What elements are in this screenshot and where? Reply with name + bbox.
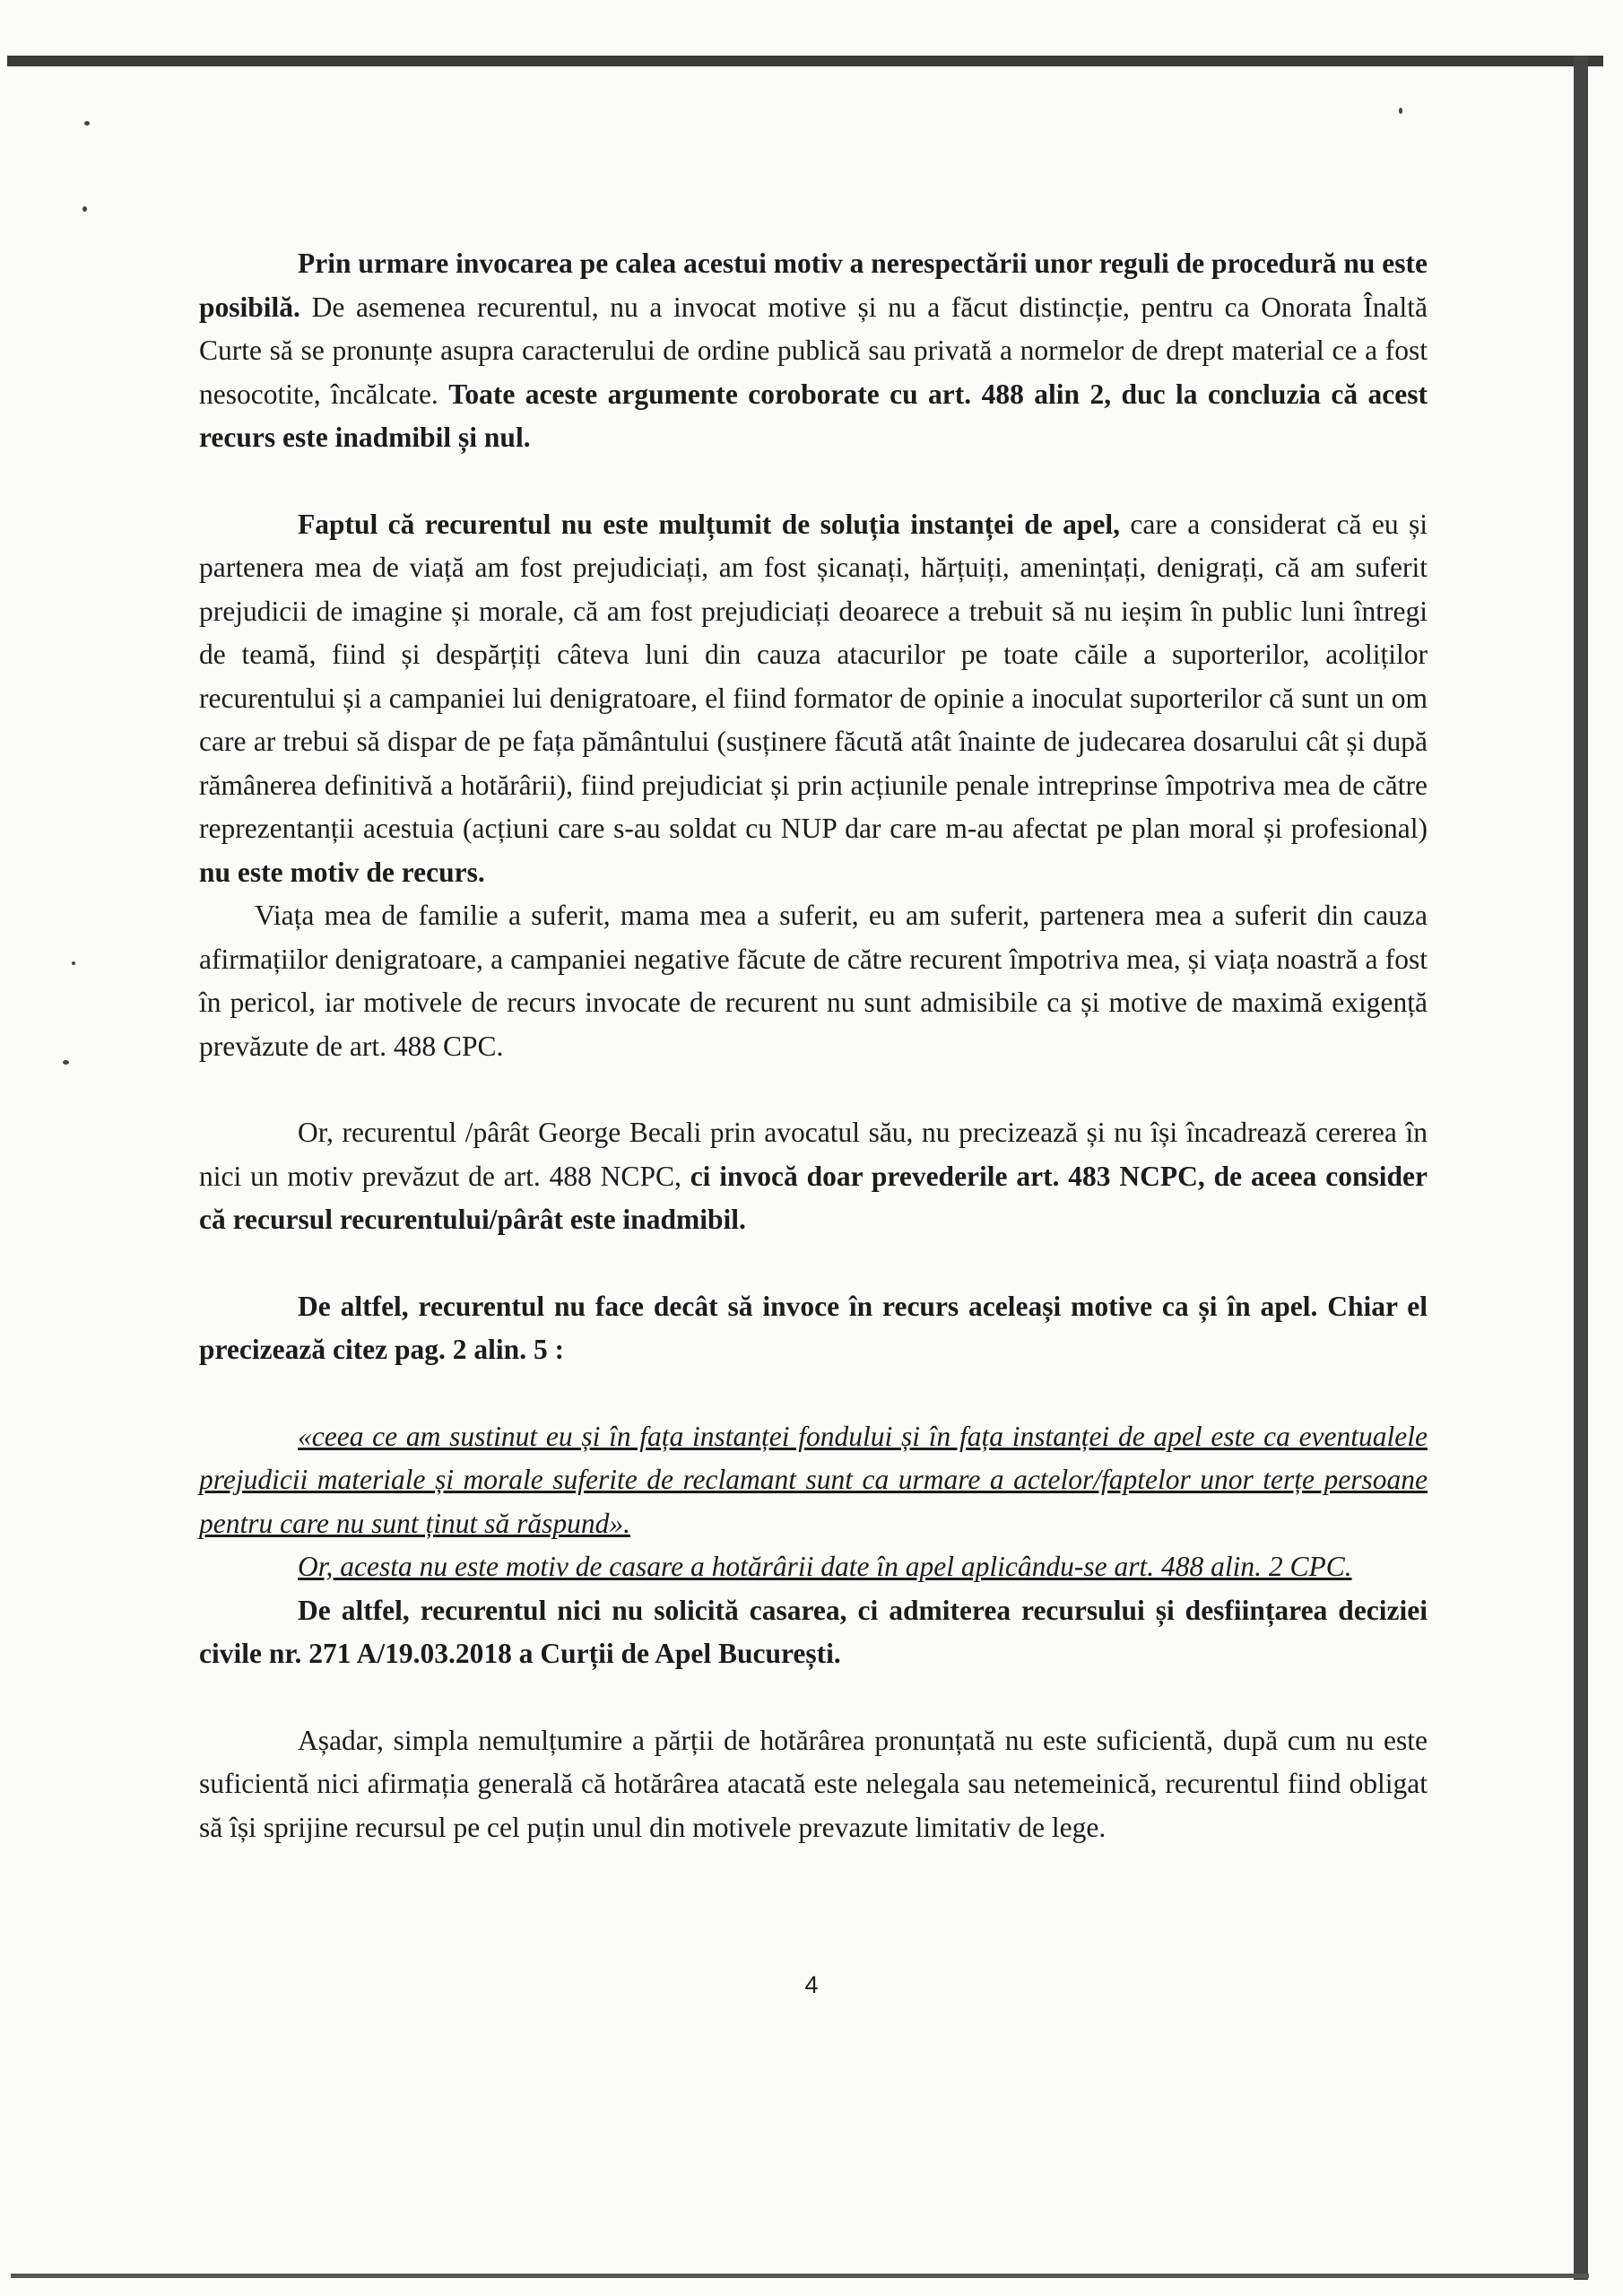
scan-border-right (1574, 56, 1588, 2280)
paragraph-becali-lawyer (199, 1111, 1428, 1242)
page-number: 4 (804, 1971, 819, 1998)
scan-speck (1399, 108, 1402, 114)
bold-text: Toate aceste argumente coroborate cu art. 488 alin 2, duc la concluzia că acest recurs este inadmibil și nul. (199, 378, 1428, 453)
paragraph-annulment: De altfel, recurentul nici nu solicită casarea, ci admiterea recursului și desființarea deciziei civile nr. 271 A/19.03.2018 a Curții de Apel București. (199, 1594, 1428, 1669)
body-text: care a considerat că eu și partenera mea de viață am fost prejudiciați, am fost șicanați, hărțuiți, amenințați, denigrați, că am suferit prejudicii de imagine și morale, că am fost prejudiciați deoarece a trebuit să nu ieșim în public luni întregi de teamă, fiind și despărțiți câteva luni din cauza atacurilor pe toate căile a suporterilor, acoliților recurentului și a campaniei lui denigratoare, el fiind formator de opinie a inoculat suporterilor că sunt un om care ar trebui să dispar de pe fața pământului (susținere făcută atât înainte de judecarea dosarului cât și după rămânerea definitivă a hotărârii), fiind prejudiciat și prin acțiunile penale intreprinse împotriva mea de către reprezentanții acestuia (acțiuni care s-au soldat cu NUP dar care m-au afectat pe plan moral și profesional) (199, 508, 1428, 844)
document-page (199, 242, 1428, 1849)
scan-speck (63, 1060, 69, 1065)
scan-speck (72, 961, 75, 965)
scan-speck (84, 121, 90, 126)
bold-text: nu este motiv de recurs. (199, 856, 485, 888)
paragraph-same-motives: De altfel, recurentul nu face decât să invoce în recurs aceleași motive ca și în apel. Chiar el precizează citez pag. 2 alin. 5 : (199, 1290, 1428, 1365)
quoted-passage: «ceea ce am sustinut eu și în fața instanței fondului și în fața instanței de apel este ca eventualele prejudicii materiale și morale suferite de reclamant sunt ca urmare a actelor/faptelor unor terțe persoane pentru care nu sunt ținut să răspund». (199, 1420, 1428, 1539)
scan-border-bottom (11, 2274, 1589, 2278)
paragraph-appeal-dissatisfaction (199, 503, 1428, 895)
bold-text: Prin urmare invocarea pe calea acestui motiv a nerespectării unor reguli de procedură nu este posibilă. (199, 248, 1428, 323)
scan-speck (82, 206, 87, 212)
paragraph-family-life: Viața mea de familie a suferit, mama mea a suferit, eu am suferit, partenera mea a suferit din cauza afirmațiilor denigratoare, a campaniei negative făcute de către recurent împotriva mea, și viața noastră a fost în pericol, iar motivele de recurs invocate de recurent nu sunt admisibile ca și motive de maximă exigență prevăzute de art. 488 CPC. (199, 900, 1428, 1062)
paragraph-procedure (199, 242, 1428, 460)
bold-text: ci invocă doar prevederile art. 483 NCPC, de aceea consider că recursul recurentului/pârât este inadmibil. (199, 1160, 1428, 1235)
paragraph-conclusion: Așadar, simpla nemulțumire a părții de hotărârea pronunțată nu este suficientă, după cum nu este suficientă nici afirmația generală că hotărârea atacată este nelegala sau netemeinică, recurentul fiind obligat să își sprijine recursul pe cel puțin unul din motivele prevazute limitativ de lege. (199, 1724, 1428, 1843)
scan-border-top (7, 56, 1603, 66)
body-text: De asemenea recurentul, nu a invocat motive și nu a făcut distincție, pentru ca Onorata Înaltă Curte să se pronunțe asupra caracterului de ordine publică sau privată a normelor de drept material ce a fost nesocotite, încălcate. (199, 291, 1428, 410)
bold-text: Faptul că recurentul nu este mulțumit de soluția instanței de apel, (298, 508, 1120, 540)
body-text: Or, recurentul /pârât George Becali prin avocatul său, nu precizează și nu își încadrează cererea în nici un motiv prevăzut de art. 488 NCPC, (199, 1117, 1428, 1192)
quoted-passage-conclusion: Or, acesta nu este motiv de casare a hotărârii date în apel aplicându-se art. 488 alin. 2 CPC. (298, 1551, 1352, 1582)
